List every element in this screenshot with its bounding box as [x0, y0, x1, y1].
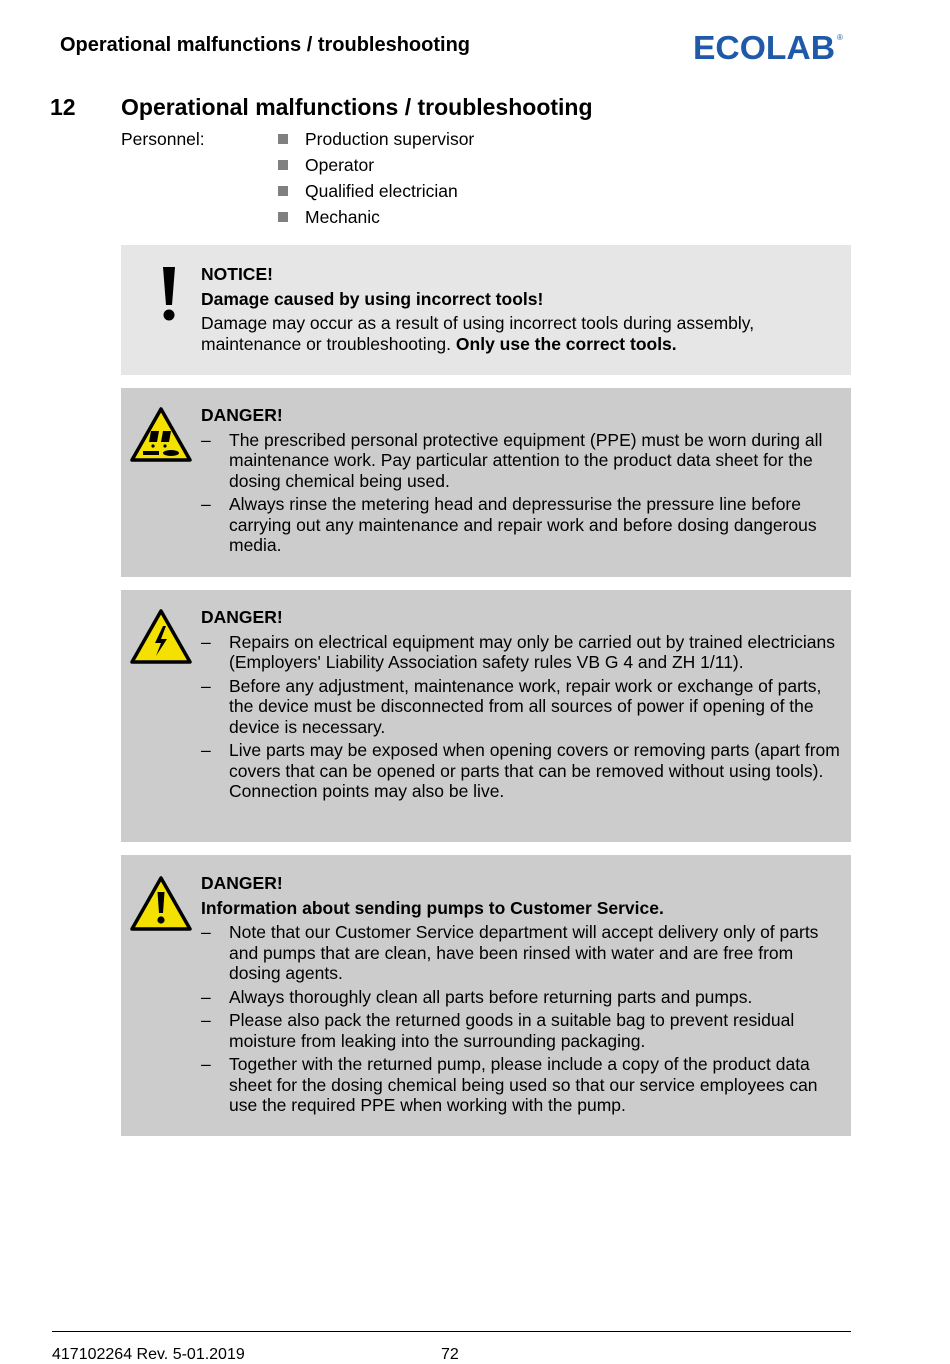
- list-item: – Repairs on electrical equipment may only be carried out by trained electricians (Employers' Liability Association safety rules VB G 4 and ZH 1/11).: [201, 632, 843, 673]
- list-item: – Please also pack the returned goods in a suitable bag to prevent residual moisture from leaking into the surrounding packaging.: [201, 1010, 843, 1051]
- danger-box-corrosive: [121, 388, 851, 577]
- list-item-text: Always rinse the metering head and depressurise the pressure line before carrying out any maintenance and repair work and before dosing dangerous media.: [229, 494, 817, 555]
- personnel-item: [278, 129, 474, 155]
- list-item: – Together with the returned pump, please include a copy of the product data sheet for the dosing chemical being used so that our service employees can use the required PPE when working with the pump.: [201, 1054, 843, 1116]
- list-item: – Before any adjustment, maintenance work, repair work or exchange of parts, the device must be disconnected from all sources of power if opening of the device is necessary.: [201, 676, 843, 738]
- list-item-text: Always thoroughly clean all parts before returning parts and pumps.: [229, 986, 753, 1007]
- square-bullet-icon: [278, 186, 288, 196]
- footer-divider: [52, 1331, 851, 1332]
- exclamation-icon: [129, 265, 193, 323]
- personnel-item: [278, 207, 474, 233]
- personnel-item-label: Production supervisor: [305, 129, 475, 149]
- list-item: – The prescribed personal protective equipment (PPE) must be worn during all maintenance work. Pay particular attention to the product data sheet for the dosing chemical being used.: [201, 430, 843, 492]
- footer-document-reference: 417102264 Rev. 5-01.2019: [52, 1346, 245, 1363]
- corrosive-warning-icon: [129, 406, 193, 464]
- list-item: – Always rinse the metering head and depressurise the pressure line before carrying out any maintenance and repair work and before dosing dangerous media.: [201, 494, 843, 556]
- list-item-text: Live parts may be exposed when opening covers or removing parts (apart from covers that can be opened or parts that can be removed without using tools). Connection points may also be live.: [229, 740, 840, 801]
- notice-box: [121, 245, 851, 375]
- personnel-item: [278, 155, 474, 181]
- square-bullet-icon: [278, 134, 288, 144]
- high-voltage-warning-icon: [129, 608, 193, 666]
- list-item-text: Note that our Customer Service department will accept delivery only of parts and pumps that are clean, have been rinsed with water and are free from dosing agents.: [229, 922, 819, 983]
- list-item-text: Please also pack the returned goods in a suitable bag to prevent residual moisture from leaking into the surrounding packaging.: [229, 1010, 795, 1051]
- list-item-text: The prescribed personal protective equipment (PPE) must be worn during all maintenance work. Pay particular attention to the product data sheet for the dosing chemical being used.: [229, 429, 823, 491]
- danger-signal-word: DANGER!: [201, 607, 283, 627]
- running-header-title: Operational malfunctions / troubleshooting: [60, 34, 471, 56]
- personnel-item: [278, 181, 474, 207]
- notice-text: [201, 313, 843, 354]
- square-bullet-icon: [278, 212, 288, 222]
- notice-subhead: Damage caused by using incorrect tools!: [201, 288, 544, 309]
- danger-subhead: Information about sending pumps to Customer Service.: [201, 897, 664, 918]
- list-item-text: Together with the returned pump, please include a copy of the product data sheet for the dosing chemical being used so that our service employees can use the required PPE when working with the pump.: [229, 1054, 818, 1115]
- personnel-item-label: Qualified electrician: [305, 181, 458, 201]
- list-item-text: Before any adjustment, maintenance work, repair work or exchange of parts, the device must be disconnected from all sources of power if opening of the device is necessary.: [229, 675, 822, 737]
- page-number: 72: [441, 1346, 459, 1363]
- danger-signal-word: DANGER!: [201, 405, 283, 425]
- notice-text-regular: Damage may occur as a result of using incorrect tools during assembly, maintenance or troubleshooting.: [201, 313, 755, 354]
- ecolab-logo: [693, 28, 843, 64]
- danger-signal-word: DANGER!: [201, 873, 283, 893]
- ecolab-logo-text: ECOLAB: [693, 29, 835, 64]
- danger-box-electric: [121, 590, 851, 842]
- list-item: – Always thoroughly clean all parts before returning parts and pumps.: [201, 987, 843, 1008]
- notice-text-bold: Only use the correct tools.: [455, 333, 677, 354]
- square-bullet-icon: [278, 160, 288, 170]
- registered-mark: ®: [837, 33, 843, 42]
- list-item: – Live parts may be exposed when opening covers or removing parts (apart from covers that can be opened or parts that can be removed without using tools). Connection points may also be live.: [201, 740, 843, 802]
- personnel-item-label: Operator: [305, 155, 375, 175]
- list-item: – Note that our Customer Service department will accept delivery only of parts and pumps that are clean, have been rinsed with water and are free from dosing agents.: [201, 922, 843, 984]
- danger-box-service: [121, 855, 851, 1136]
- chapter-number: 12: [50, 94, 76, 120]
- personnel-item-label: Mechanic: [305, 207, 380, 227]
- chapter-title: Operational malfunctions / troubleshooting: [121, 94, 593, 120]
- notice-signal-word: NOTICE!: [201, 264, 273, 284]
- personnel-label: Personnel:: [121, 129, 205, 149]
- list-item-text: Repairs on electrical equipment may only be carried out by trained electricians (Employers' Liability Association safety rules VB G 4 and ZH 1/11).: [229, 631, 835, 672]
- general-warning-icon: [129, 875, 193, 933]
- personnel-list: [278, 129, 474, 233]
